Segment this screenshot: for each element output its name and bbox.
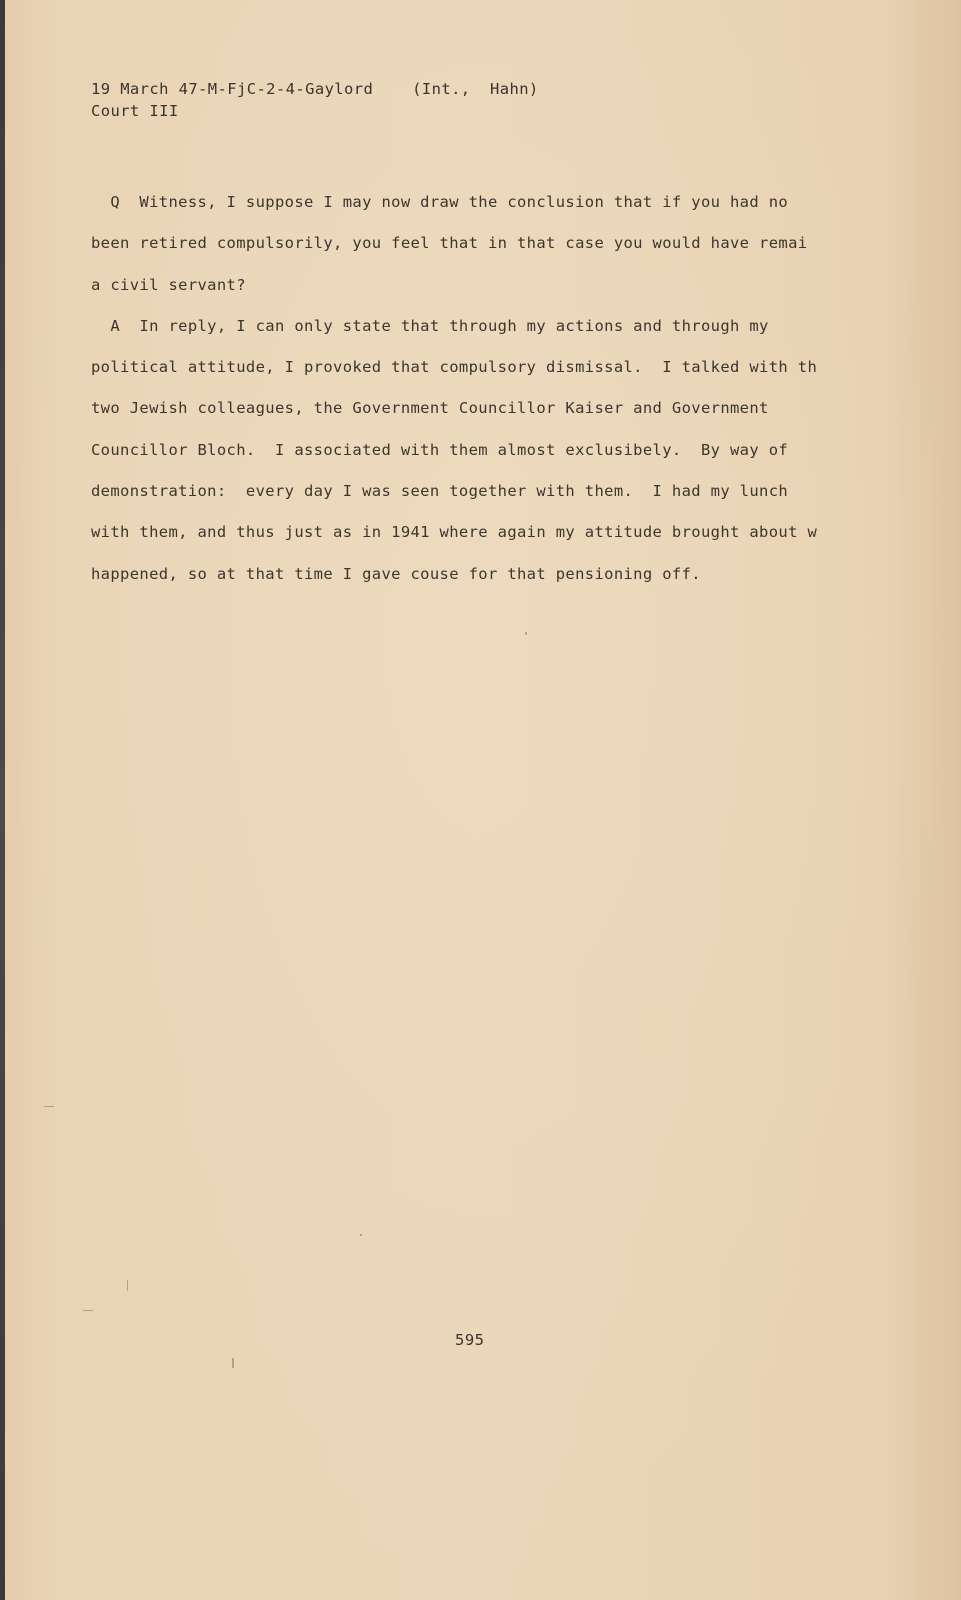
- document-header: [91, 78, 539, 122]
- transcript-line: political attitude, I provoked that compulsory dismissal. I talked with th: [91, 358, 818, 377]
- transcript-line: two Jewish colleagues, the Government Councillor Kaiser and Government: [91, 399, 769, 418]
- header-reference: 19 March 47-M-FjC-2-4-Gaylord (Int., Hahn): [91, 80, 539, 98]
- transcript-line: been retired compulsorily, you feel that in that case you would have remai: [91, 234, 808, 253]
- binding-edge: [0, 0, 5, 1600]
- header-court: Court III: [91, 102, 179, 120]
- transcript-line: demonstration: every day I was seen together with them. I had my lunch: [91, 482, 789, 501]
- transcript-line: Q Witness, I suppose I may now draw the conclusion that if you had no: [91, 193, 789, 211]
- paper-speck: [232, 1358, 234, 1368]
- transcript-line: a civil servant?: [91, 275, 246, 294]
- transcript-line: with them, and thus just as in 1941 where again my attitude brought about w: [91, 523, 818, 542]
- page-number: 595: [455, 1331, 485, 1349]
- transcript-line: Councillor Bloch. I associated with them almost exclusibely. By way of: [91, 440, 789, 459]
- paper-speck: [127, 1280, 128, 1291]
- transcript-line: A In reply, I can only state that through my actions and through my: [91, 316, 769, 335]
- paper-speck: [525, 632, 527, 635]
- transcript-line: happened, so at that time I gave couse for that pensioning off.: [91, 564, 701, 583]
- paper-speck: [83, 1310, 93, 1311]
- paper-speck: [360, 1234, 362, 1236]
- paper-speck: [44, 1106, 54, 1107]
- transcript-body: [91, 182, 871, 595]
